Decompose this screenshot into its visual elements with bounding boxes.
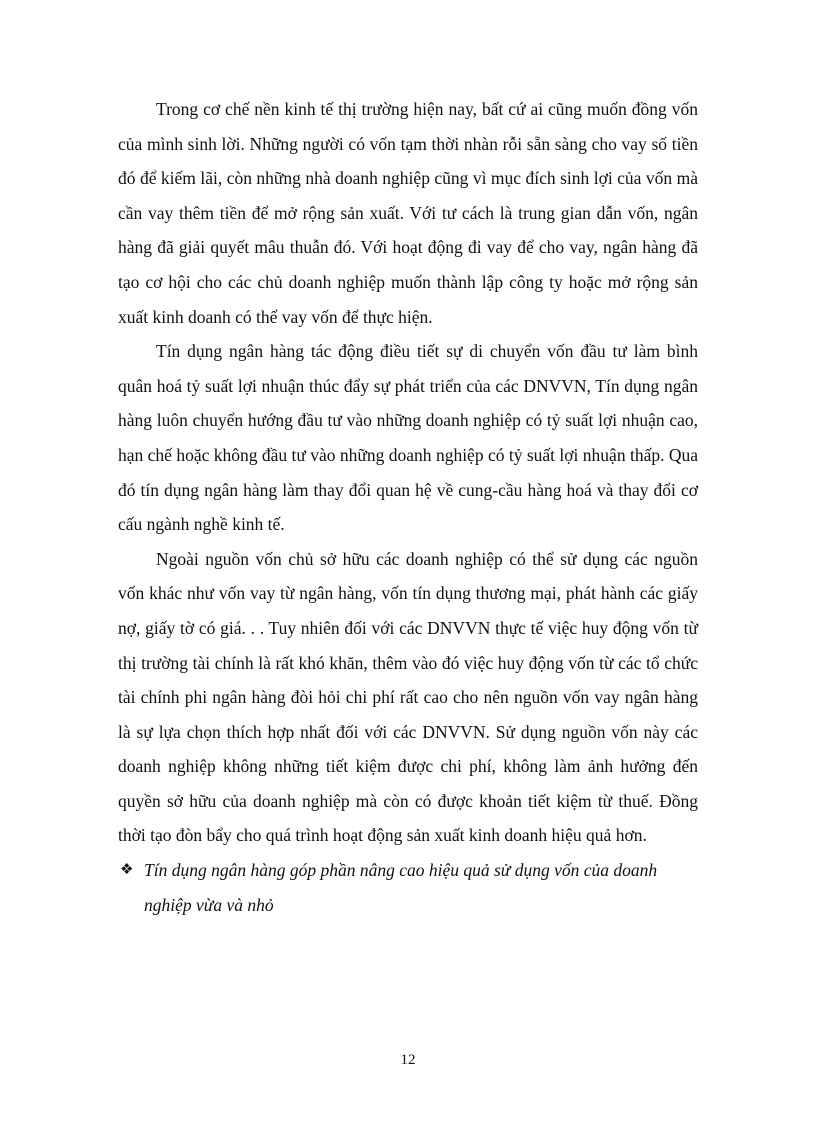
section-heading-text: Tín dụng ngân hàng góp phần nâng cao hiệu quả sử dụng vốn của doanh nghiệp vừa và nhỏ bbox=[144, 860, 658, 915]
paragraph-1: Trong cơ chế nền kinh tế thị trường hiện nay, bất cứ ai cũng muốn đồng vốn của mình sinh lời. Những người có vốn tạm thời nhàn rỗi sẵn sàng cho vay số tiền đó để kiếm lãi, còn những nhà doanh nghiệp cũng vì mục đích sinh lợi của vốn mà cần vay thêm tiền để mở rộng sản xuất. Với tư cách là trung gian dẫn vốn, ngân hàng đã giải quyết mâu thuẫn đó. Với hoạt động đi vay để cho vay, ngân hàng đã tạo cơ hội cho các chủ doanh nghiệp muốn thành lập công ty hoặc mở rộng sản xuất kinh doanh có thể vay vốn để thực hiện. bbox=[118, 99, 698, 327]
paragraph-2: Tín dụng ngân hàng tác động điều tiết sự di chuyển vốn đầu tư làm bình quân hoá tỷ suất lợi nhuận thúc đẩy sự phát triển của các DNVVN, Tín dụng ngân hàng luôn chuyển hướng đầu tư vào những doanh nghiệp có tỷ suất lợi nhuận cao, hạn chế hoặc không đầu tư vào những doanh nghiệp có tỷ suất lợi nhuận thấp. Qua đó tín dụng ngân hàng làm thay đổi quan hệ về cung-cầu hàng hoá và thay đổi cơ cấu ngành nghề kinh tế. bbox=[118, 341, 698, 535]
diamond-bullet-icon: ❖ bbox=[120, 862, 134, 879]
section-heading-bullet bbox=[118, 853, 698, 922]
page-body bbox=[118, 92, 698, 922]
page-number: 12 bbox=[400, 1052, 416, 1068]
paragraph-3: Ngoài nguồn vốn chủ sở hữu các doanh nghiệp có thể sử dụng các nguồn vốn khác như vốn vay từ ngân hàng, vốn tín dụng thương mại, phát hành các giấy nợ, giấy tờ có giá. . . Tuy nhiên đối với các DNVVN thực tế việc huy động vốn từ thị trường tài chính là rất khó khăn, thêm vào đó việc huy động vốn từ các tổ chức tài chính phi ngân hàng đòi hỏi chi phí rất cao cho nên nguồn vốn vay ngân hàng là sự lựa chọn thích hợp nhất đối với các DNVVN. Sử dụng nguồn vốn này các doanh nghiệp không những tiết kiệm được chi phí, không làm ảnh hưởng đến quyền sở hữu của doanh nghiệp mà còn có được khoản tiết kiệm từ thuế. Đồng thời tạo đòn bẩy cho quá trình hoạt động sản xuất kinh doanh hiệu quả hơn. bbox=[118, 548, 698, 846]
